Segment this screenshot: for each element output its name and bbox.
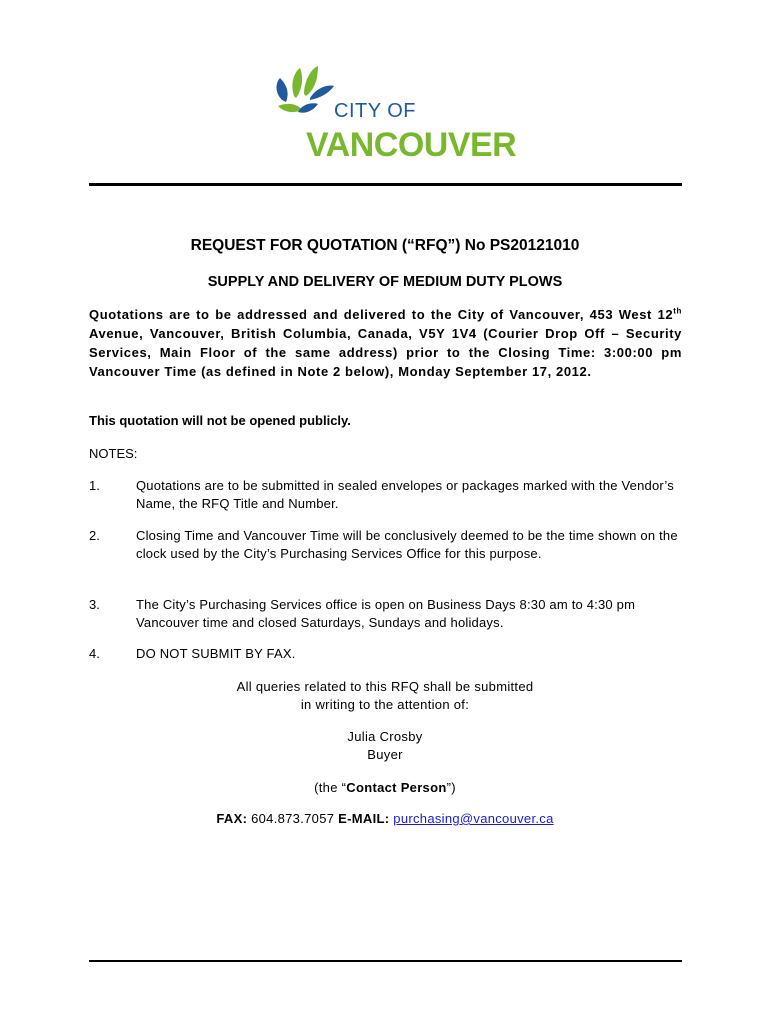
note-number: 1.: [89, 478, 100, 493]
page-subtitle: SUPPLY AND DELIVERY OF MEDIUM DUTY PLOWS: [207, 274, 563, 290]
email-label: E-MAIL:: [338, 811, 390, 826]
queries-line-1: All queries related to this RFQ shall be submitted: [236, 679, 534, 694]
logo-city-of-text: CITY OF: [334, 100, 417, 122]
logo-vancouver-text: VANCOUVER: [306, 126, 517, 164]
queries-line-2: in writing to the attention of:: [300, 697, 470, 712]
note-number: 2.: [89, 528, 100, 543]
email-link[interactable]: purchasing@vancouver.ca: [393, 811, 554, 826]
not-public-statement: This quotation will not be opened publicly.: [89, 413, 351, 428]
top-divider: [89, 183, 682, 186]
contact-paren-close: ”): [446, 780, 456, 795]
fax-label: FAX:: [216, 811, 248, 826]
bottom-divider: [89, 960, 682, 962]
page-title: REQUEST FOR QUOTATION (“RFQ”) No PS20121010: [190, 237, 580, 254]
intro-paragraph: [89, 305, 682, 381]
note-number: 3.: [89, 597, 100, 612]
fax-number: 604.873.7057: [251, 811, 335, 826]
contact-person-label: [0, 779, 770, 797]
contact-role: Buyer: [367, 747, 403, 762]
note-text: Quotations are to be submitted in sealed envelopes or packages marked with the Vendor’s Name, the RFQ Title and Number.: [136, 478, 674, 511]
contact-paren-open: (the “: [314, 780, 347, 795]
note-text: DO NOT SUBMIT BY FAX.: [136, 646, 296, 661]
note-number: 4.: [89, 646, 100, 661]
note-text: Closing Time and Vancouver Time will be conclusively deemed to be the time shown on the clock used by the City’s Purchasing Services Office for this purpose.: [136, 528, 678, 561]
contact-person-text: Contact Person: [346, 780, 447, 795]
intro-part2: Avenue, Vancouver, British Columbia, Canada, V5Y 1V4 (Courier Drop Off – Security Services, Main Floor of the same address) prior to the Closing Time: 3:00:00 pm Vancouver Time (as defined in Note 2 below), Monday September 17, 2012.: [89, 326, 682, 379]
note-text: The City’s Purchasing Services office is open on Business Days 8:30 am to 4:30 pm Vancouver time and closed Saturdays, Sundays and holidays.: [136, 597, 636, 630]
notes-heading: NOTES:: [89, 446, 138, 461]
city-of-vancouver-logo: [272, 60, 517, 164]
contact-details: [0, 810, 770, 828]
contact-name: Julia Crosby: [347, 729, 423, 744]
intro-part1: Quotations are to be addressed and delivered to the City of Vancouver, 453 West 12: [89, 307, 674, 322]
intro-superscript: th: [673, 306, 682, 316]
